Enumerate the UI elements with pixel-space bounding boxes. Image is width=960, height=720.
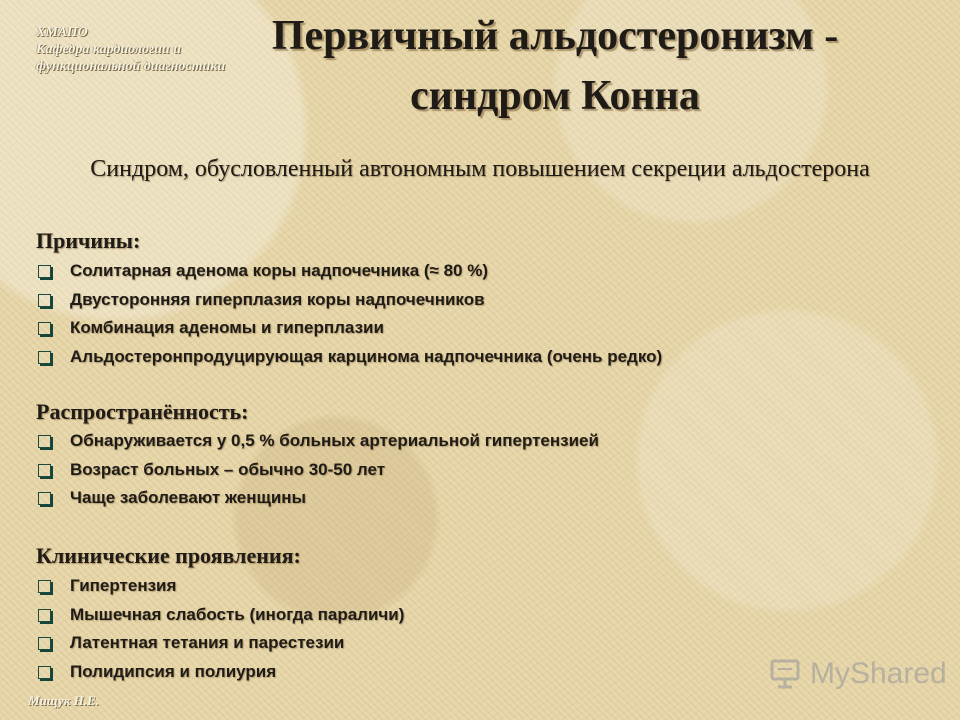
list-item (36, 456, 599, 485)
slide-title (230, 6, 880, 126)
clinical-list (36, 572, 404, 686)
myshared-watermark (768, 654, 947, 694)
list-item-text: Полидипсия и полиурия (70, 661, 277, 681)
list-item (36, 286, 662, 315)
org-line-3: функциональной диагностики (36, 59, 226, 74)
org-line-1: ХМАПО (36, 25, 88, 40)
presentation-screen-icon (768, 657, 802, 691)
list-item-text: Возраст больных – обычно 30-50 лет (70, 459, 386, 479)
list-item (36, 601, 404, 630)
list-item-text: Обнаруживается у 0,5 % больных артериальной гипертензией (70, 431, 599, 450)
prevalence-list (36, 427, 599, 513)
square-bullet-icon (38, 464, 51, 477)
square-bullet-icon (38, 351, 51, 364)
list-item-text: Мышечная слабость (иногда параличи) (70, 604, 405, 624)
watermark-text: MyShared (810, 657, 947, 690)
square-bullet-icon (38, 637, 51, 650)
section-heading-clinical: Клинические проявления: (36, 543, 301, 568)
square-bullet-icon (38, 322, 51, 335)
department-label (36, 24, 261, 75)
square-bullet-icon (38, 265, 51, 278)
list-item (36, 658, 404, 687)
square-bullet-icon (38, 435, 51, 448)
list-item (36, 629, 404, 658)
square-bullet-icon (38, 492, 51, 505)
list-item (36, 343, 662, 372)
list-item-text: Альдостеронпродуцирующая карцинома надпочечника (очень редко) (70, 346, 663, 366)
list-item (36, 572, 404, 601)
square-bullet-icon (38, 580, 51, 593)
list-item (36, 257, 662, 286)
author-label: Мищук Н.Е. (28, 693, 99, 708)
square-bullet-icon (38, 666, 51, 679)
org-line-2: Кафедра кардиологии и (36, 42, 181, 57)
list-item (36, 314, 662, 343)
list-item-text: Комбинация аденомы и гиперплазии (70, 318, 384, 337)
list-item (36, 427, 599, 456)
list-item-text: Чаще заболевают женщины (70, 488, 307, 507)
list-item-text: Солитарная аденома коры надпочечника (≈ 80 %) (70, 261, 489, 280)
list-item-text: Двусторонняя гиперплазия коры надпочечников (70, 289, 485, 309)
square-bullet-icon (38, 294, 51, 307)
list-item-text: Латентная тетания и парестезии (70, 633, 345, 652)
causes-list (36, 257, 662, 371)
section-heading-prevalence: Распространённость: (36, 399, 249, 424)
title-line-1: Первичный альдостеронизм - (271, 13, 839, 59)
section-heading-causes: Причины: (36, 228, 141, 253)
title-line-2: синдром Конна (410, 73, 700, 119)
list-item-text: Гипертензия (70, 576, 177, 595)
slide-subtitle: Синдром, обусловленный автономным повышением секреции альдостерона (90, 156, 870, 182)
square-bullet-icon (38, 609, 51, 622)
list-item (36, 484, 599, 513)
